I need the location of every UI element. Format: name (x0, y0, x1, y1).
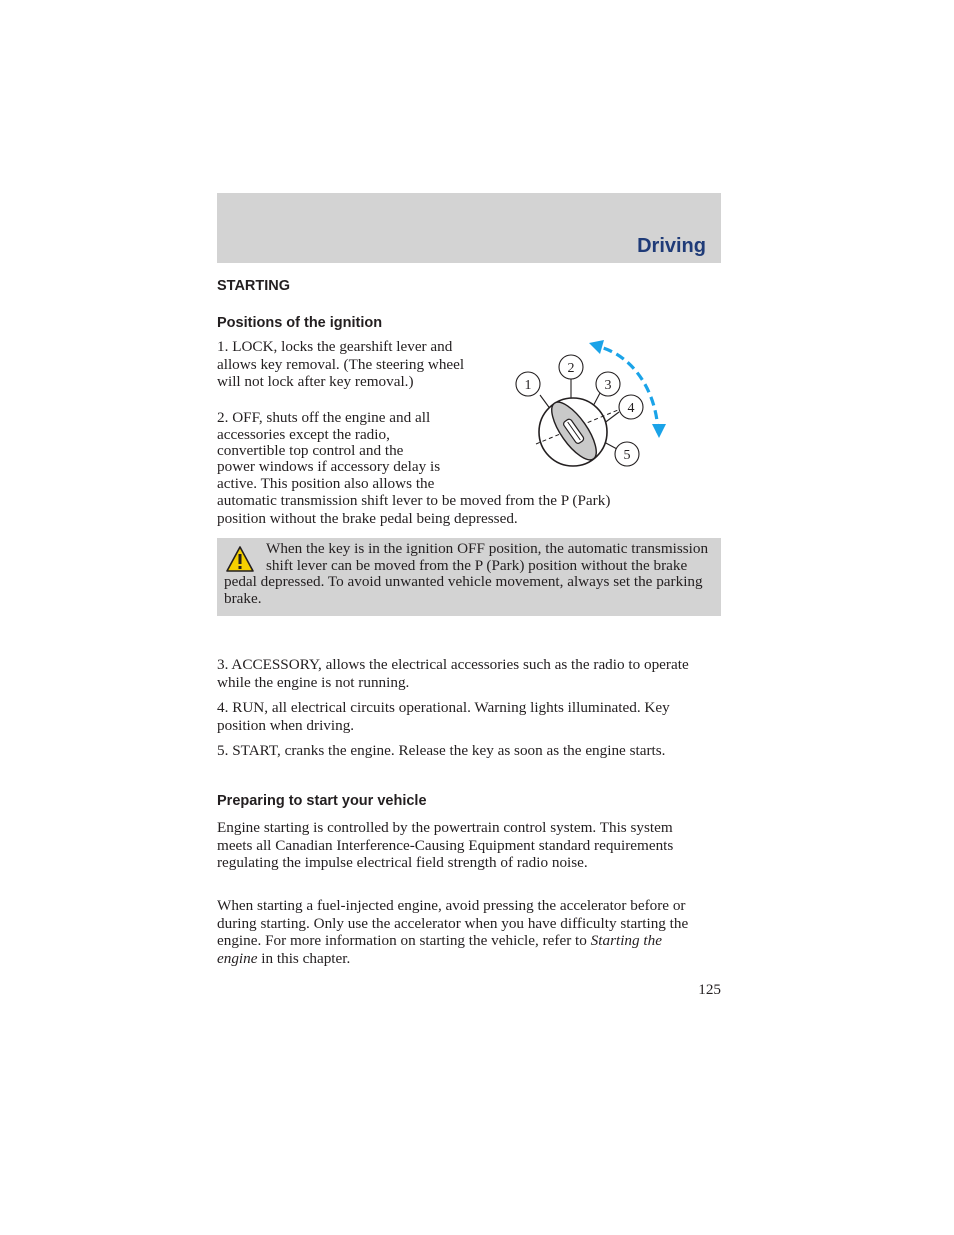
para-text: in this chapter. (257, 949, 351, 967)
item-off-line: 2. OFF, shuts off the engine and all (217, 409, 431, 426)
item-off-line: automatic transmission shift lever to be moved from the P (Park) (217, 492, 611, 509)
ignition-diagram (508, 332, 678, 472)
ignition-item-run: 4. RUN, all electrical circuits operational. Warning lights illuminated. Key position when driving. (217, 699, 670, 734)
position-label: 3 (604, 378, 612, 393)
position-label: 1 (524, 378, 532, 393)
preparing-heading: Preparing to start your vehicle (217, 793, 427, 809)
item-off-line: active. This position also allows the (217, 475, 435, 492)
preparing-paragraph: Engine starting is controlled by the powertrain control system. This system meets all Canadian Interference-Causing Equipment standard requirements regulating the impulse electrical field strength of radio noise. (217, 819, 674, 871)
position-label: 4 (627, 401, 635, 416)
chapter-title: Driving (637, 235, 706, 257)
ignition-heading: Positions of the ignition (217, 315, 383, 331)
warning-text: When the key is in the ignition OFF position, the automatic transmission shift lever can be moved from the P (Park) position without the brake pedal depressed. To avoid unwanted vehicle movement, always set the parking brake. (224, 540, 709, 607)
position-label: 5 (623, 448, 631, 463)
warning-box (217, 538, 721, 616)
section-title: STARTING (217, 278, 291, 294)
arrowhead-end-icon (652, 424, 666, 438)
item-off-line: convertible top control and the (217, 442, 404, 459)
position-label: 2 (567, 361, 575, 376)
item-off-line: accessories except the radio, (217, 426, 390, 443)
item-off-line: power windows if accessory delay is (217, 458, 441, 475)
ignition-item-accessory: 3. ACCESSORY, allows the electrical accessories such as the radio to operate while the engine is not running. (217, 656, 689, 691)
item-off-line: position without the brake pedal being depressed. (217, 510, 518, 527)
ignition-item-lock: 1. LOCK, locks the gearshift lever and allows key removal. (The steering wheel will not lock after key removal.) (217, 338, 465, 390)
warning-triangle-icon (225, 545, 255, 573)
para-text: When starting a fuel-injected engine, avoid pressing the accelerator before or during starting. Only use the accelerator when you have difficulty starting the engine. For more information on starting the vehicle, refer to (217, 897, 689, 949)
arrowhead-start-icon (589, 340, 604, 354)
ignition-item-start: 5. START, cranks the engine. Release the key as soon as the engine starts. (217, 742, 666, 759)
cross-reference: Starting the engine (217, 932, 662, 967)
preparing-paragraph-accelerator (217, 897, 692, 967)
chapter-header (217, 193, 721, 263)
page-number: 125 (698, 981, 721, 998)
